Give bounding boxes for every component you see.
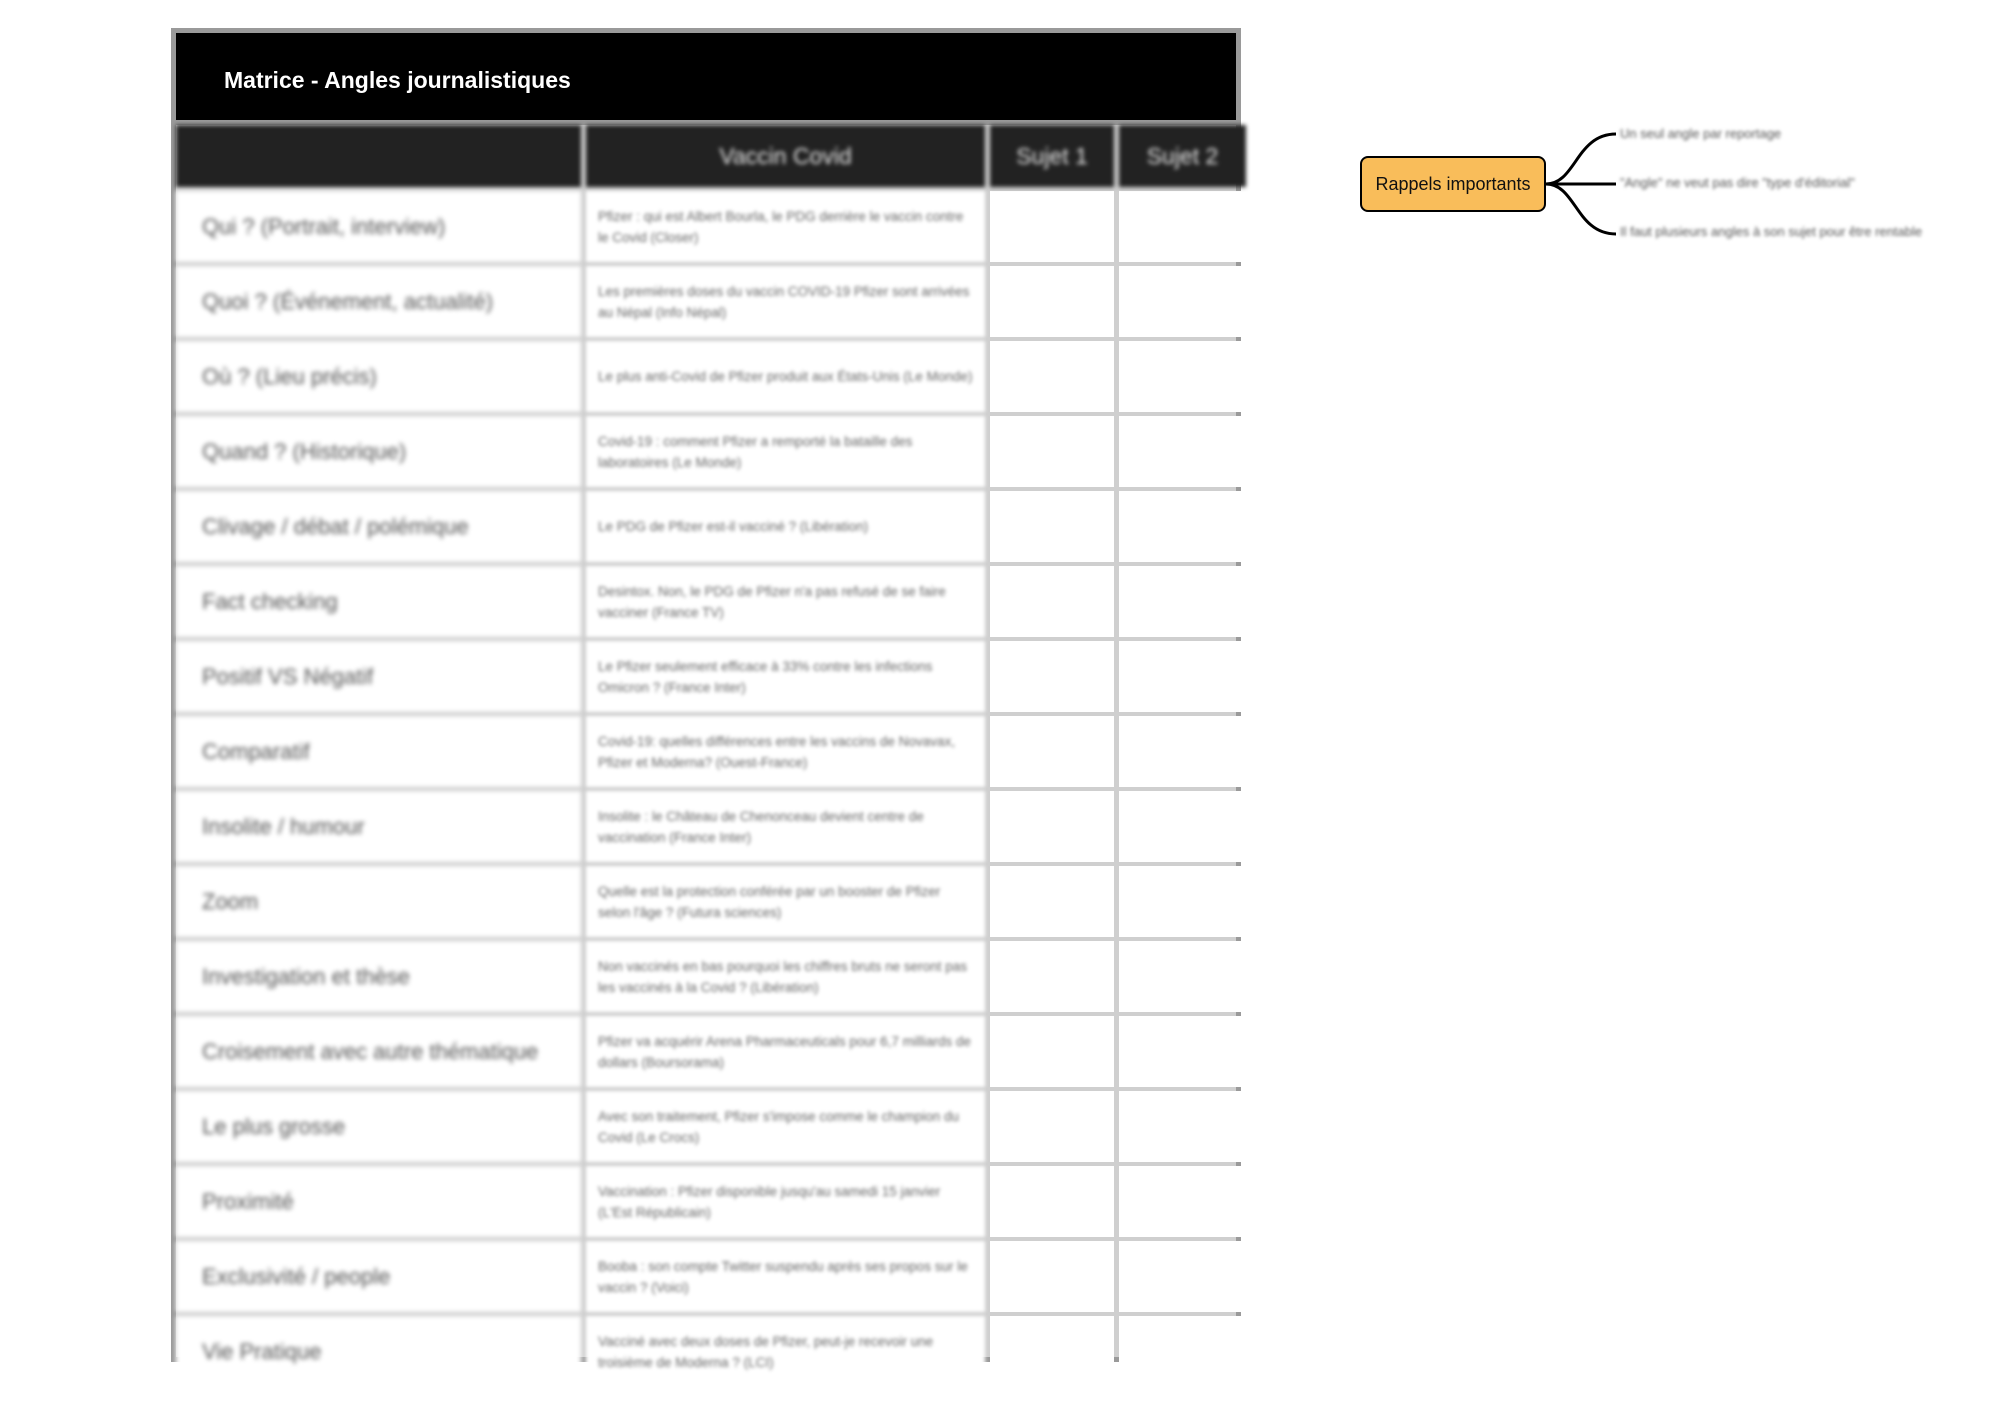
sujet1-cell[interactable] — [990, 941, 1114, 1012]
sujet1-cell[interactable] — [990, 1166, 1114, 1237]
row-description: Le Pfizer seulement efficace à 33% contre les infections Omicron ? (France Inter) — [586, 641, 985, 712]
row-label: Proximité — [176, 1166, 581, 1237]
sujet2-cell[interactable] — [1119, 191, 1246, 262]
sujet2-cell[interactable] — [1119, 1316, 1246, 1387]
sujet1-cell[interactable] — [990, 866, 1114, 937]
row-label: Clivage / débat / polémique — [176, 491, 581, 562]
header-cell-vaccin: Vaccin Covid — [586, 125, 985, 187]
row-label: Investigation et thèse — [176, 941, 581, 1012]
sujet1-cell[interactable] — [990, 341, 1114, 412]
sujet2-cell[interactable] — [1119, 416, 1246, 487]
table-row — [176, 1241, 1246, 1312]
sujet2-cell[interactable] — [1119, 716, 1246, 787]
row-description: Quelle est la protection conférée par un booster de Pfizer selon l'âge ? (Futura sciences) — [586, 866, 985, 937]
matrix-table — [171, 121, 1251, 1391]
row-description: Covid-19: quelles différences entre les vaccins de Novavax, Pfizer et Moderna? (Ouest-France) — [586, 716, 985, 787]
row-label: Vie Pratique — [176, 1316, 581, 1387]
sujet2-cell[interactable] — [1119, 866, 1246, 937]
row-description: Vacciné avec deux doses de Pfizer, peut-je recevoir une troisième de Moderna ? (LCI) — [586, 1316, 985, 1387]
matrix-header-bar — [176, 33, 1236, 125]
row-label: Qui ? (Portrait, interview) — [176, 191, 581, 262]
table-row — [176, 266, 1246, 337]
header-cell-sujet1: Sujet 1 — [990, 125, 1114, 187]
row-label: Où ? (Lieu précis) — [176, 341, 581, 412]
header-cell-label — [176, 125, 581, 187]
row-description: Pfizer va acquérir Arena Pharmaceuticals pour 6,7 milliards de dollars (Boursorama) — [586, 1016, 985, 1087]
table-row — [176, 866, 1246, 937]
table-row — [176, 191, 1246, 262]
sujet1-cell[interactable] — [990, 191, 1114, 262]
sujet2-cell[interactable] — [1119, 791, 1246, 862]
sujet1-cell[interactable] — [990, 491, 1114, 562]
row-description: Non vaccinés en bas pourquoi les chiffres bruts ne seront pas les vaccinés à la Covid ? (Libération) — [586, 941, 985, 1012]
sujet2-cell[interactable] — [1119, 566, 1246, 637]
sujet1-cell[interactable] — [990, 641, 1114, 712]
row-label: Positif VS Négatif — [176, 641, 581, 712]
header-cell-sujet2: Sujet 2 — [1119, 125, 1246, 187]
matrix-header-row — [176, 125, 1246, 187]
table-row — [176, 791, 1246, 862]
row-description: Insolite : le Château de Chenonceau devient centre de vaccination (France Inter) — [586, 791, 985, 862]
row-label: Insolite / humour — [176, 791, 581, 862]
row-description: Pfizer : qui est Albert Bourla, le PDG derrière le vaccin contre le Covid (Closer) — [586, 191, 985, 262]
table-row — [176, 941, 1246, 1012]
sujet2-cell[interactable] — [1119, 641, 1246, 712]
connector-branch-1 — [1546, 134, 1616, 184]
sujet2-cell[interactable] — [1119, 491, 1246, 562]
rappels-importants-node[interactable] — [1360, 156, 1546, 212]
table-row — [176, 1091, 1246, 1162]
sujet1-cell[interactable] — [990, 716, 1114, 787]
sujet1-cell[interactable] — [990, 416, 1114, 487]
sujet1-cell[interactable] — [990, 791, 1114, 862]
sujet1-cell[interactable] — [990, 1091, 1114, 1162]
row-label: Exclusivité / people — [176, 1241, 581, 1312]
branch-text-2: "Angle" ne veut pas dire "type d'éditorial" — [1620, 175, 1855, 190]
table-row — [176, 641, 1246, 712]
sujet2-cell[interactable] — [1119, 1241, 1246, 1312]
table-row — [176, 716, 1246, 787]
sujet1-cell[interactable] — [990, 1316, 1114, 1387]
sujet2-cell[interactable] — [1119, 1016, 1246, 1087]
row-label: Zoom — [176, 866, 581, 937]
row-label: Fact checking — [176, 566, 581, 637]
sujet1-cell[interactable] — [990, 1016, 1114, 1087]
matrix-title: Matrice - Angles journalistiques — [224, 67, 571, 93]
row-label: Comparatif — [176, 716, 581, 787]
table-row — [176, 341, 1246, 412]
row-label: Quoi ? (Événement, actualité) — [176, 266, 581, 337]
row-label: Le plus grosse — [176, 1091, 581, 1162]
row-label: Croisement avec autre thématique — [176, 1016, 581, 1087]
row-label: Quand ? (Historique) — [176, 416, 581, 487]
branch-text-1: Un seul angle par reportage — [1620, 126, 1782, 141]
sujet1-cell[interactable] — [990, 266, 1114, 337]
row-description: Vaccination : Pfizer disponible jusqu'au samedi 15 janvier (L'Est Républicain) — [586, 1166, 985, 1237]
row-description: Desintox. Non, le PDG de Pfizer n'a pas refusé de se faire vacciner (France TV) — [586, 566, 985, 637]
branch-text-3: Il faut plusieurs angles à son sujet pour être rentable — [1620, 224, 1923, 239]
rappels-node-label: Rappels importants — [1375, 173, 1531, 194]
row-description: Le plus anti-Covid de Pfizer produit aux États-Unis (Le Monde) — [586, 341, 985, 412]
row-description: Booba : son compte Twitter suspendu après ses propos sur le vaccin ? (Voici) — [586, 1241, 985, 1312]
sujet2-cell[interactable] — [1119, 341, 1246, 412]
angles-matrix — [171, 28, 1241, 1370]
sujet1-cell[interactable] — [990, 566, 1114, 637]
sujet2-cell[interactable] — [1119, 941, 1246, 1012]
row-description: Covid-19 : comment Pfizer a remporté la bataille des laboratoires (Le Monde) — [586, 416, 985, 487]
sujet2-cell[interactable] — [1119, 1091, 1246, 1162]
table-row — [176, 1166, 1246, 1237]
table-row — [176, 416, 1246, 487]
table-row — [176, 491, 1246, 562]
table-row — [176, 1316, 1246, 1387]
sujet2-cell[interactable] — [1119, 266, 1246, 337]
row-description: Les premières doses du vaccin COVID-19 Pfizer sont arrivées au Népal (Info Népal) — [586, 266, 985, 337]
connector-branch-3 — [1546, 184, 1616, 234]
sujet1-cell[interactable] — [990, 1241, 1114, 1312]
matrix-grid-wrap — [176, 125, 1236, 1391]
table-row — [176, 566, 1246, 637]
table-row — [176, 1016, 1246, 1087]
row-description: Avec son traitement, Pfizer s'impose comme le champion du Covid (Le Crocs) — [586, 1091, 985, 1162]
mindmap-connectors — [1546, 120, 1626, 240]
row-description: Le PDG de Pfizer est-il vacciné ? (Libération) — [586, 491, 985, 562]
sujet2-cell[interactable] — [1119, 1166, 1246, 1237]
